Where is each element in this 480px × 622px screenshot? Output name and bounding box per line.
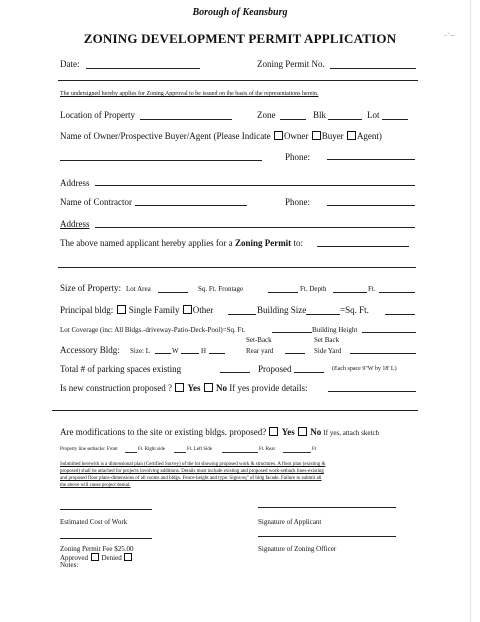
contractor-address-field[interactable]: [95, 227, 415, 228]
building-size-field[interactable]: [306, 314, 340, 315]
other-checkbox[interactable]: [183, 305, 192, 314]
denied-checkbox[interactable]: [124, 553, 132, 561]
location-field[interactable]: [140, 119, 232, 120]
principal-label-text: Principal bldg:: [60, 305, 114, 315]
contractor-phone-label: Phone:: [285, 197, 311, 207]
owner-name-label-text: Name of Owner/Prospective Buyer/Agent (Please Indicate: [60, 131, 271, 141]
side-yard-label: Side Yard: [314, 347, 342, 355]
construction-details-label: If yes provide details:: [229, 383, 308, 393]
modifications-yes-label: Yes: [281, 427, 295, 437]
denied-label: Denied: [101, 554, 122, 562]
acc-size-label: Size: L: [130, 347, 151, 355]
rear-field[interactable]: [283, 452, 311, 453]
modifications-no-checkbox[interactable]: [298, 427, 307, 436]
estimated-cost-field[interactable]: [60, 509, 152, 510]
parking-proposed-label: Proposed: [258, 364, 292, 374]
building-size-label: Building Size: [257, 305, 307, 315]
form-title: ZONING DEVELOPMENT PERMIT APPLICATION: [83, 31, 397, 46]
zone-label: Zone: [257, 110, 276, 120]
location-label: Location of Property: [60, 110, 135, 120]
applies-for-bold: Zoning Permit: [234, 238, 292, 248]
setback-label-2: Set Back: [314, 336, 340, 344]
fee-label: Zoning Permit Fee $25.00: [60, 545, 134, 553]
lot-label: Lot: [367, 110, 380, 120]
front-setback-field[interactable]: [125, 452, 137, 453]
buyer-option-label: Buyer: [321, 131, 344, 141]
construction-details-field[interactable]: [328, 391, 416, 392]
owner-phone-field[interactable]: [327, 159, 415, 160]
notice-line-1: Submitted herewith is a dimensional plan (Certified Survey) of the lot showing proposed work & structures. A floor plan (existing &: [60, 462, 326, 467]
ft-field[interactable]: [379, 292, 415, 293]
applies-for-field-2[interactable]: [58, 267, 416, 268]
construction-label: Is new construction proposed ?: [60, 383, 172, 393]
parking-proposed-field[interactable]: [294, 372, 324, 373]
modifications-yes-checkbox[interactable]: [269, 427, 278, 436]
construction-line: [60, 383, 307, 393]
divider: [58, 80, 418, 81]
fee-line: [60, 538, 152, 539]
construction-no-checkbox[interactable]: [204, 383, 213, 392]
borough-name: Borough of Keansburg: [192, 7, 288, 18]
acc-w-label: W: [172, 347, 179, 355]
principal-label: [60, 305, 213, 315]
other-field[interactable]: [228, 314, 256, 315]
acc-height-field[interactable]: [209, 353, 225, 354]
contractor-phone-field[interactable]: [327, 205, 415, 206]
owner-option-label: Owner: [283, 131, 309, 141]
zone-field[interactable]: [280, 119, 306, 120]
applies-for-line: [60, 238, 303, 248]
owner-address-label: Address: [60, 178, 90, 188]
applicant-signature-label: Signature of Applicant: [258, 518, 322, 526]
ft-label: Ft.: [368, 285, 376, 293]
notes-label: Notes:: [60, 561, 79, 569]
page-edge: [470, 0, 471, 622]
left-side-label: Ft. Left Side: [187, 447, 213, 452]
owner-name-label: [60, 131, 382, 141]
applies-for-field[interactable]: [317, 246, 409, 247]
building-height-field[interactable]: [362, 332, 416, 333]
contractor-name-field[interactable]: [135, 205, 247, 206]
construction-details-field-2[interactable]: [52, 410, 418, 411]
depth-field[interactable]: [333, 292, 367, 293]
setbacks-label: Property line setbacks: Front: [60, 447, 118, 452]
acc-width-field[interactable]: [181, 353, 199, 354]
date-field[interactable]: [86, 68, 200, 69]
accessory-label: Accessory Bldg:: [60, 345, 120, 355]
left-side-field[interactable]: [222, 452, 258, 453]
notice-line-3: and proposed floor plans-dimensions of all rooms and bldgs. Fence-height and type. Signs-sq" of bldg facade. Failure to submit all: [60, 476, 322, 481]
modifications-note: If yes, attach sketch: [323, 429, 380, 437]
frontage-label: Sq. Ft. Frontage: [198, 285, 244, 293]
depth-label: Ft. Depth: [300, 285, 327, 293]
applies-for-suffix: to:: [293, 238, 303, 248]
lot-area-field[interactable]: [158, 292, 188, 293]
approved-label: Approved: [60, 554, 88, 562]
construction-yes-checkbox[interactable]: [175, 383, 184, 392]
setback-label-1: Set-Back: [246, 336, 272, 344]
rear-label: Ft. Rear: [259, 447, 276, 452]
coverage-label: Lot Coverage (inc: All Bldgs.-driveway-Patio-Deck-Pool)=Sq. Ft.: [60, 326, 246, 334]
owner-phone-label: Phone:: [285, 152, 311, 162]
approved-checkbox[interactable]: [91, 553, 99, 561]
right-side-field[interactable]: [174, 452, 186, 453]
side-yard-field[interactable]: [350, 353, 416, 354]
estimated-cost-label: Estimated Cost of Work: [60, 518, 128, 526]
notice-line-4: the above will cause project denial.: [60, 483, 131, 488]
lot-field[interactable]: [382, 119, 408, 120]
acc-length-field[interactable]: [155, 353, 171, 354]
modifications-line: [60, 427, 379, 437]
officer-signature-label: Signature of Zoning Officer: [258, 545, 337, 553]
parking-label: Total # of parking spaces existing: [60, 364, 182, 374]
agent-checkbox[interactable]: [347, 131, 356, 140]
owner-address-field[interactable]: [95, 185, 415, 186]
permit-no-label: Zoning Permit No.: [257, 59, 325, 69]
rear-yard-field[interactable]: [285, 353, 305, 354]
corner-mark: ~ ˜–~: [444, 34, 455, 39]
frontage-field[interactable]: [268, 292, 298, 293]
applies-for-prefix: The above named applicant hereby applies for a: [60, 238, 233, 248]
notice-line-2: proposed) shall be attached for projects involving additions. Details must include existing and proposed work-setback lines-existing: [60, 469, 324, 474]
single-family-checkbox[interactable]: [117, 305, 126, 314]
buyer-checkbox[interactable]: [312, 131, 321, 140]
size-label: Size of Property:: [60, 283, 121, 293]
parking-existing-field[interactable]: [220, 372, 250, 373]
blk-label: Blk: [313, 110, 327, 120]
construction-yes-label: Yes: [187, 383, 201, 393]
sq-ft-label: =Sq. Ft.: [340, 305, 369, 315]
permit-no-field[interactable]: [330, 68, 416, 69]
owner-name-field[interactable]: [60, 160, 262, 161]
acc-h-label: H: [201, 347, 207, 355]
intro-statement: The undersigned hereby applies for Zoning Approval to be issued on the basis of the representations herein.: [60, 91, 319, 97]
contractor-name-label: Name of Contractor: [60, 197, 132, 207]
coverage-field[interactable]: [272, 332, 312, 333]
owner-checkbox[interactable]: [274, 131, 283, 140]
applicant-signature-field[interactable]: [258, 507, 396, 508]
contractor-address-label: Address: [60, 219, 90, 229]
date-label: Date:: [60, 59, 80, 69]
parking-note: (Each space 9"W by 18' L): [332, 366, 397, 372]
agent-option-label: Agent): [356, 131, 382, 141]
construction-no-label: No: [215, 383, 227, 393]
building-height-label: Building Height: [312, 326, 358, 334]
modifications-no-label: No: [310, 427, 322, 437]
sq-ft-field[interactable]: [385, 314, 415, 315]
setbacks-end-label: Ft: [312, 447, 317, 452]
single-family-label: Single Family: [128, 305, 180, 315]
rear-yard-label: Rear yard: [246, 347, 274, 355]
lot-area-label: Lot Area: [126, 285, 151, 293]
right-side-label: Ft. Right side: [138, 447, 166, 452]
blk-field[interactable]: [328, 119, 362, 120]
modifications-label: Are modifications to the site or existing bldgs. proposed?: [60, 427, 267, 437]
officer-signature-field[interactable]: [258, 536, 396, 537]
other-label: Other: [192, 305, 214, 315]
